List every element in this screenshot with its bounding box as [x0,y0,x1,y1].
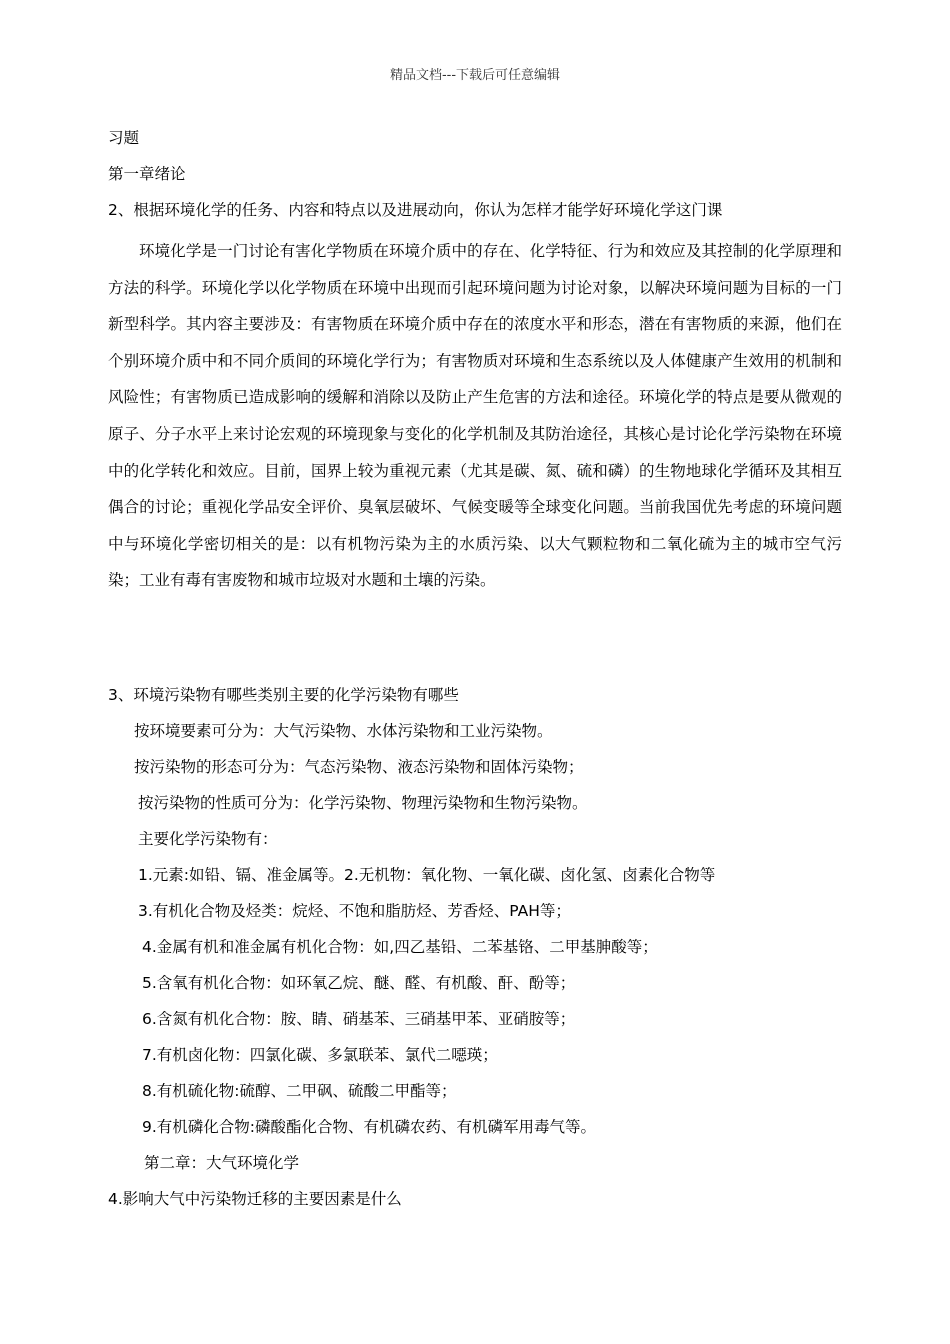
question-2-answer: 环境化学是一门讨论有害化学物质在环境介质中的存在、化学特征、行为和效应及其控制的化学原理和方法的科学。环境化学以化学物质在环境中出现而引起环境问题为讨论对象，以解决环境问题为目标的一门新型科学。其内容主要涉及：有害物质在环境介质中存在的浓度水平和形态，潜在有害物质的来源，他们在个别环境介质中和不同介质间的环境化学行为；有害物质对环境和生态系统以及人体健康产生效用的机制和风险性；有害物质已造成影响的缓解和消除以及防止产生危害的方法和途径。环境化学的特点是要从微观的原子、分子水平上来讨论宏观的环境现象与变化的化学机制及其防治途径，其核心是讨论化学污染物在环境中的化学转化和效应。目前，国界上较为重视元素（尤其是碳、氮、硫和磷）的生物地球化学循环及其相互偶合的讨论；重视化学品安全评价、臭氧层破坏、气候变暖等全球变化问题。当前我国优先考虑的环境问题中与环境化学密切相关的是：以有机物污染为主的水质污染、以大气颗粒物和二氧化硫为主的城市空气污染；工业有毒有害废物和城市垃圾对水题和土壤的污染。 [108,242,842,590]
classification-line: 按污染物的性质可分为：化学污染物、物理污染物和生物污染物。 [138,794,588,812]
pollutant-list-item: 3.有机化合物及烃类：烷烃、不饱和脂肪烃、芳香烃、PAH等； [138,902,571,920]
question-4: 4.影响大气中污染物迁移的主要因素是什么 [108,1190,402,1208]
pollutant-list-item: 8.有机硫化物:硫醇、二甲砜、硫酸二甲酯等； [142,1082,457,1100]
page-header: 精品文档---下载后可任意编辑 [389,68,561,83]
doc-title: 习题 [108,129,140,147]
chapter-2-heading: 第二章：大气环境化学 [144,1154,300,1172]
classification-line: 按环境要素可分为：大气污染物、水体污染物和工业污染物。 [134,722,553,740]
pollutant-list-item: 9.有机磷化合物:磷酸酯化合物、有机磷农药、有机磷军用毒气等。 [142,1118,597,1136]
classification-line: 按污染物的形态可分为：气态污染物、液态污染物和固体污染物； [134,758,584,776]
pollutant-list-item: 1.元素:如铅、镉、准金属等。2.无机物：氧化物、一氧化碳、卤化氢、卤素化合物等 [138,866,716,884]
pollutant-list-item: 5.含氧有机化合物：如环氧乙烷、醚、醛、有机酸、酐、酚等； [142,974,576,992]
pollutant-list-item: 7.有机卤化物：四氯化碳、多氯联苯、氯代二噁瑛； [142,1046,498,1064]
question-2: 2、根据环境化学的任务、内容和特点以及进展动向，你认为怎样才能学好环境化学这门课 [108,201,723,219]
pollutant-list-item: 6.含氮有机化合物：胺、睛、硝基苯、三硝基甲苯、亚硝胺等； [142,1010,576,1028]
main-pollutants-heading: 主要化学污染物有： [138,830,278,848]
chapter-1-heading: 第一章绪论 [108,165,186,183]
question-3: 3、环境污染物有哪些类别主要的化学污染物有哪些 [108,686,459,704]
pollutant-list-item: 4.金属有机和准金属有机化合物：如,四乙基铅、二苯基铬、二甲基胂酸等； [142,938,658,956]
